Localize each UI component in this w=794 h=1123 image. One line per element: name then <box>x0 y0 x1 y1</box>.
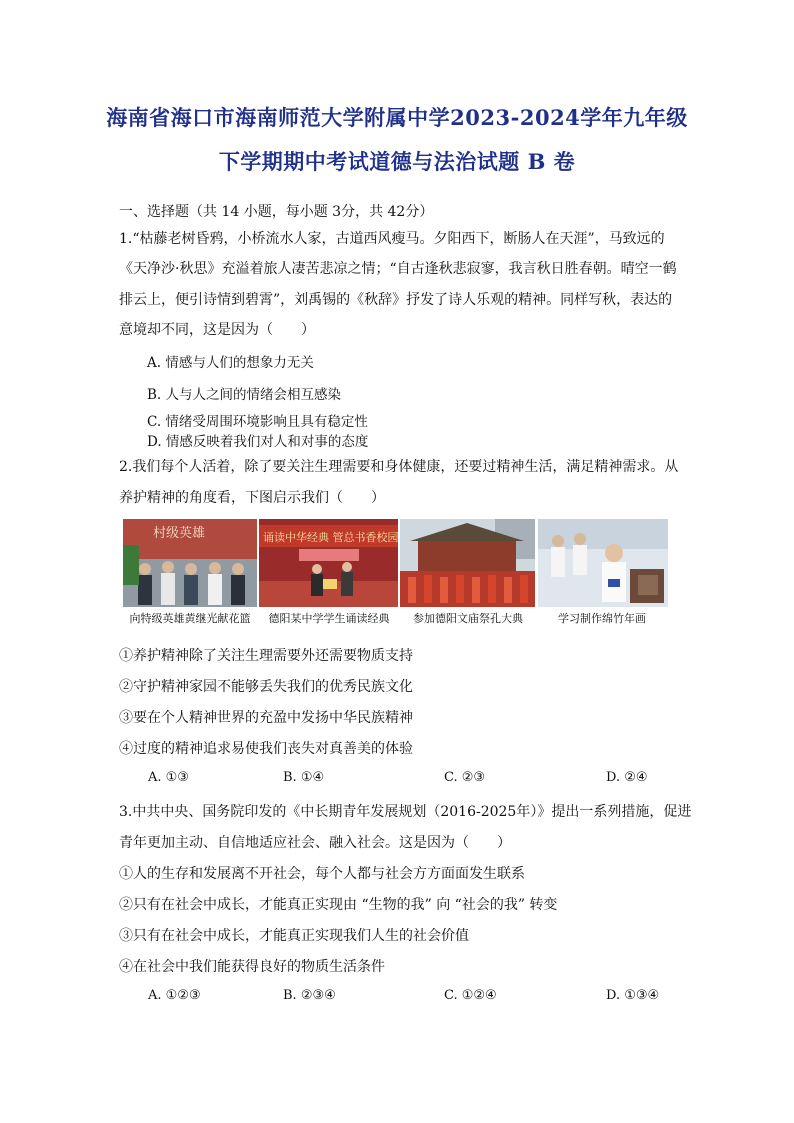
photo-1-banner-text: 村级英雄 <box>153 526 206 541</box>
photo-caption-2: 德阳某中学学生诵读经典 <box>268 612 390 625</box>
question-3-statement-2: ②只有在社会中成长，才能真正实现由 “生物的我” 向 “社会的我” 转变 <box>119 897 558 913</box>
photo-confucius-ceremony <box>400 519 535 607</box>
question-2-choice-d: D. ②④ <box>606 770 648 785</box>
photo-hero-flower-basket <box>123 519 257 607</box>
section-heading: 一、选择题（共 14 小题，每小题 3分，共 42分） <box>119 204 434 220</box>
question-3-choice-b: B. ②③④ <box>283 988 336 1003</box>
question-3-choice-c: C. ①②④ <box>444 988 497 1003</box>
question-2-line-2: 养护精神的角度看，下图启示我们（ ） <box>119 490 385 506</box>
question-2-choice-b: B. ①④ <box>283 770 325 785</box>
document-title-line1: 海南省海口市海南师范大学附属中学2023-2024学年九年级 <box>106 105 688 130</box>
question-1-option-c: C. 情绪受周围环境影响且具有稳定性 <box>147 414 368 430</box>
question-3-choice-a: A. ①②③ <box>148 988 201 1003</box>
question-2-statement-3: ③要在个人精神世界的充盈中发扬中华民族精神 <box>119 710 413 726</box>
question-1-option-a: A. 情感与人们的想象力无关 <box>147 355 314 371</box>
question-1-option-b: B. 人与人之间的情绪会相互感染 <box>147 387 342 403</box>
question-1-option-d: D. 情感反映着我们对人和对事的态度 <box>147 434 369 450</box>
question-2-choice-a: A. ①③ <box>148 770 189 785</box>
question-3-statement-3: ③只有在社会中成长，才能真正实现我们人生的社会价值 <box>119 928 469 944</box>
photo-classics-reading <box>259 519 398 607</box>
question-1-line-2: 《天净沙·秋思》充溢着旅人凄苦悲凉之情；“自古逢秋悲寂寥，我言秋日胜春朝。晴空一鹤 <box>119 261 677 277</box>
question-2-statement-2: ②守护精神家园不能够丢失我们的优秀民族文化 <box>119 679 413 695</box>
photo-caption-4: 学习制作绵竹年画 <box>558 612 646 625</box>
question-2-statement-1: ①养护精神除了关注生理需要外还需要物质支持 <box>119 648 413 664</box>
photo-2-banner-text: 诵读中华经典 管总书香校园 <box>263 531 398 544</box>
question-3-statement-4: ④在社会中我们能获得良好的物质生活条件 <box>119 959 385 975</box>
question-3-line-2: 青年更加主动、自信地适应社会、融入社会。这是因为（ ） <box>119 835 511 851</box>
photo-caption-3: 参加德阳文庙祭孔大典 <box>413 612 523 625</box>
question-1-line-4: 意境却不同，这是因为（ ） <box>119 322 315 338</box>
photo-new-year-painting <box>538 519 668 607</box>
question-1-line-3: 排云上，便引诗情到碧霄”，刘禹锡的《秋辞》抒发了诗人乐观的精神。同样写秋，表达的 <box>119 292 673 308</box>
question-2-line-1: 2.我们每个人活着，除了要关注生理需要和身体健康，还要过精神生活，满足精神需求。从 <box>119 459 679 475</box>
question-2-statement-4: ④过度的精神追求易使我们丧失对真善美的体验 <box>119 741 413 757</box>
question-3-statement-1: ①人的生存和发展离不开社会，每个人都与社会方方面面发生联系 <box>119 866 525 882</box>
question-2-choice-c: C. ②③ <box>444 770 486 785</box>
question-3-line-1: 3.中共中央、国务院印发的《中长期青年发展规划（2016-2025年）》提出一系列措施，促进 <box>119 804 692 820</box>
question-3-choice-d: D. ①③④ <box>606 988 660 1003</box>
photo-caption-1: 向特级英雄黄继光献花篮 <box>129 612 251 625</box>
question-1-line-1: 1.“枯藤老树昏鸦，小桥流水人家，古道西风瘦马。夕阳西下，断肠人在天涯”，马致远的 <box>119 231 665 247</box>
document-title-line2: 下学期期中考试道德与法治试题 B 卷 <box>218 149 576 174</box>
